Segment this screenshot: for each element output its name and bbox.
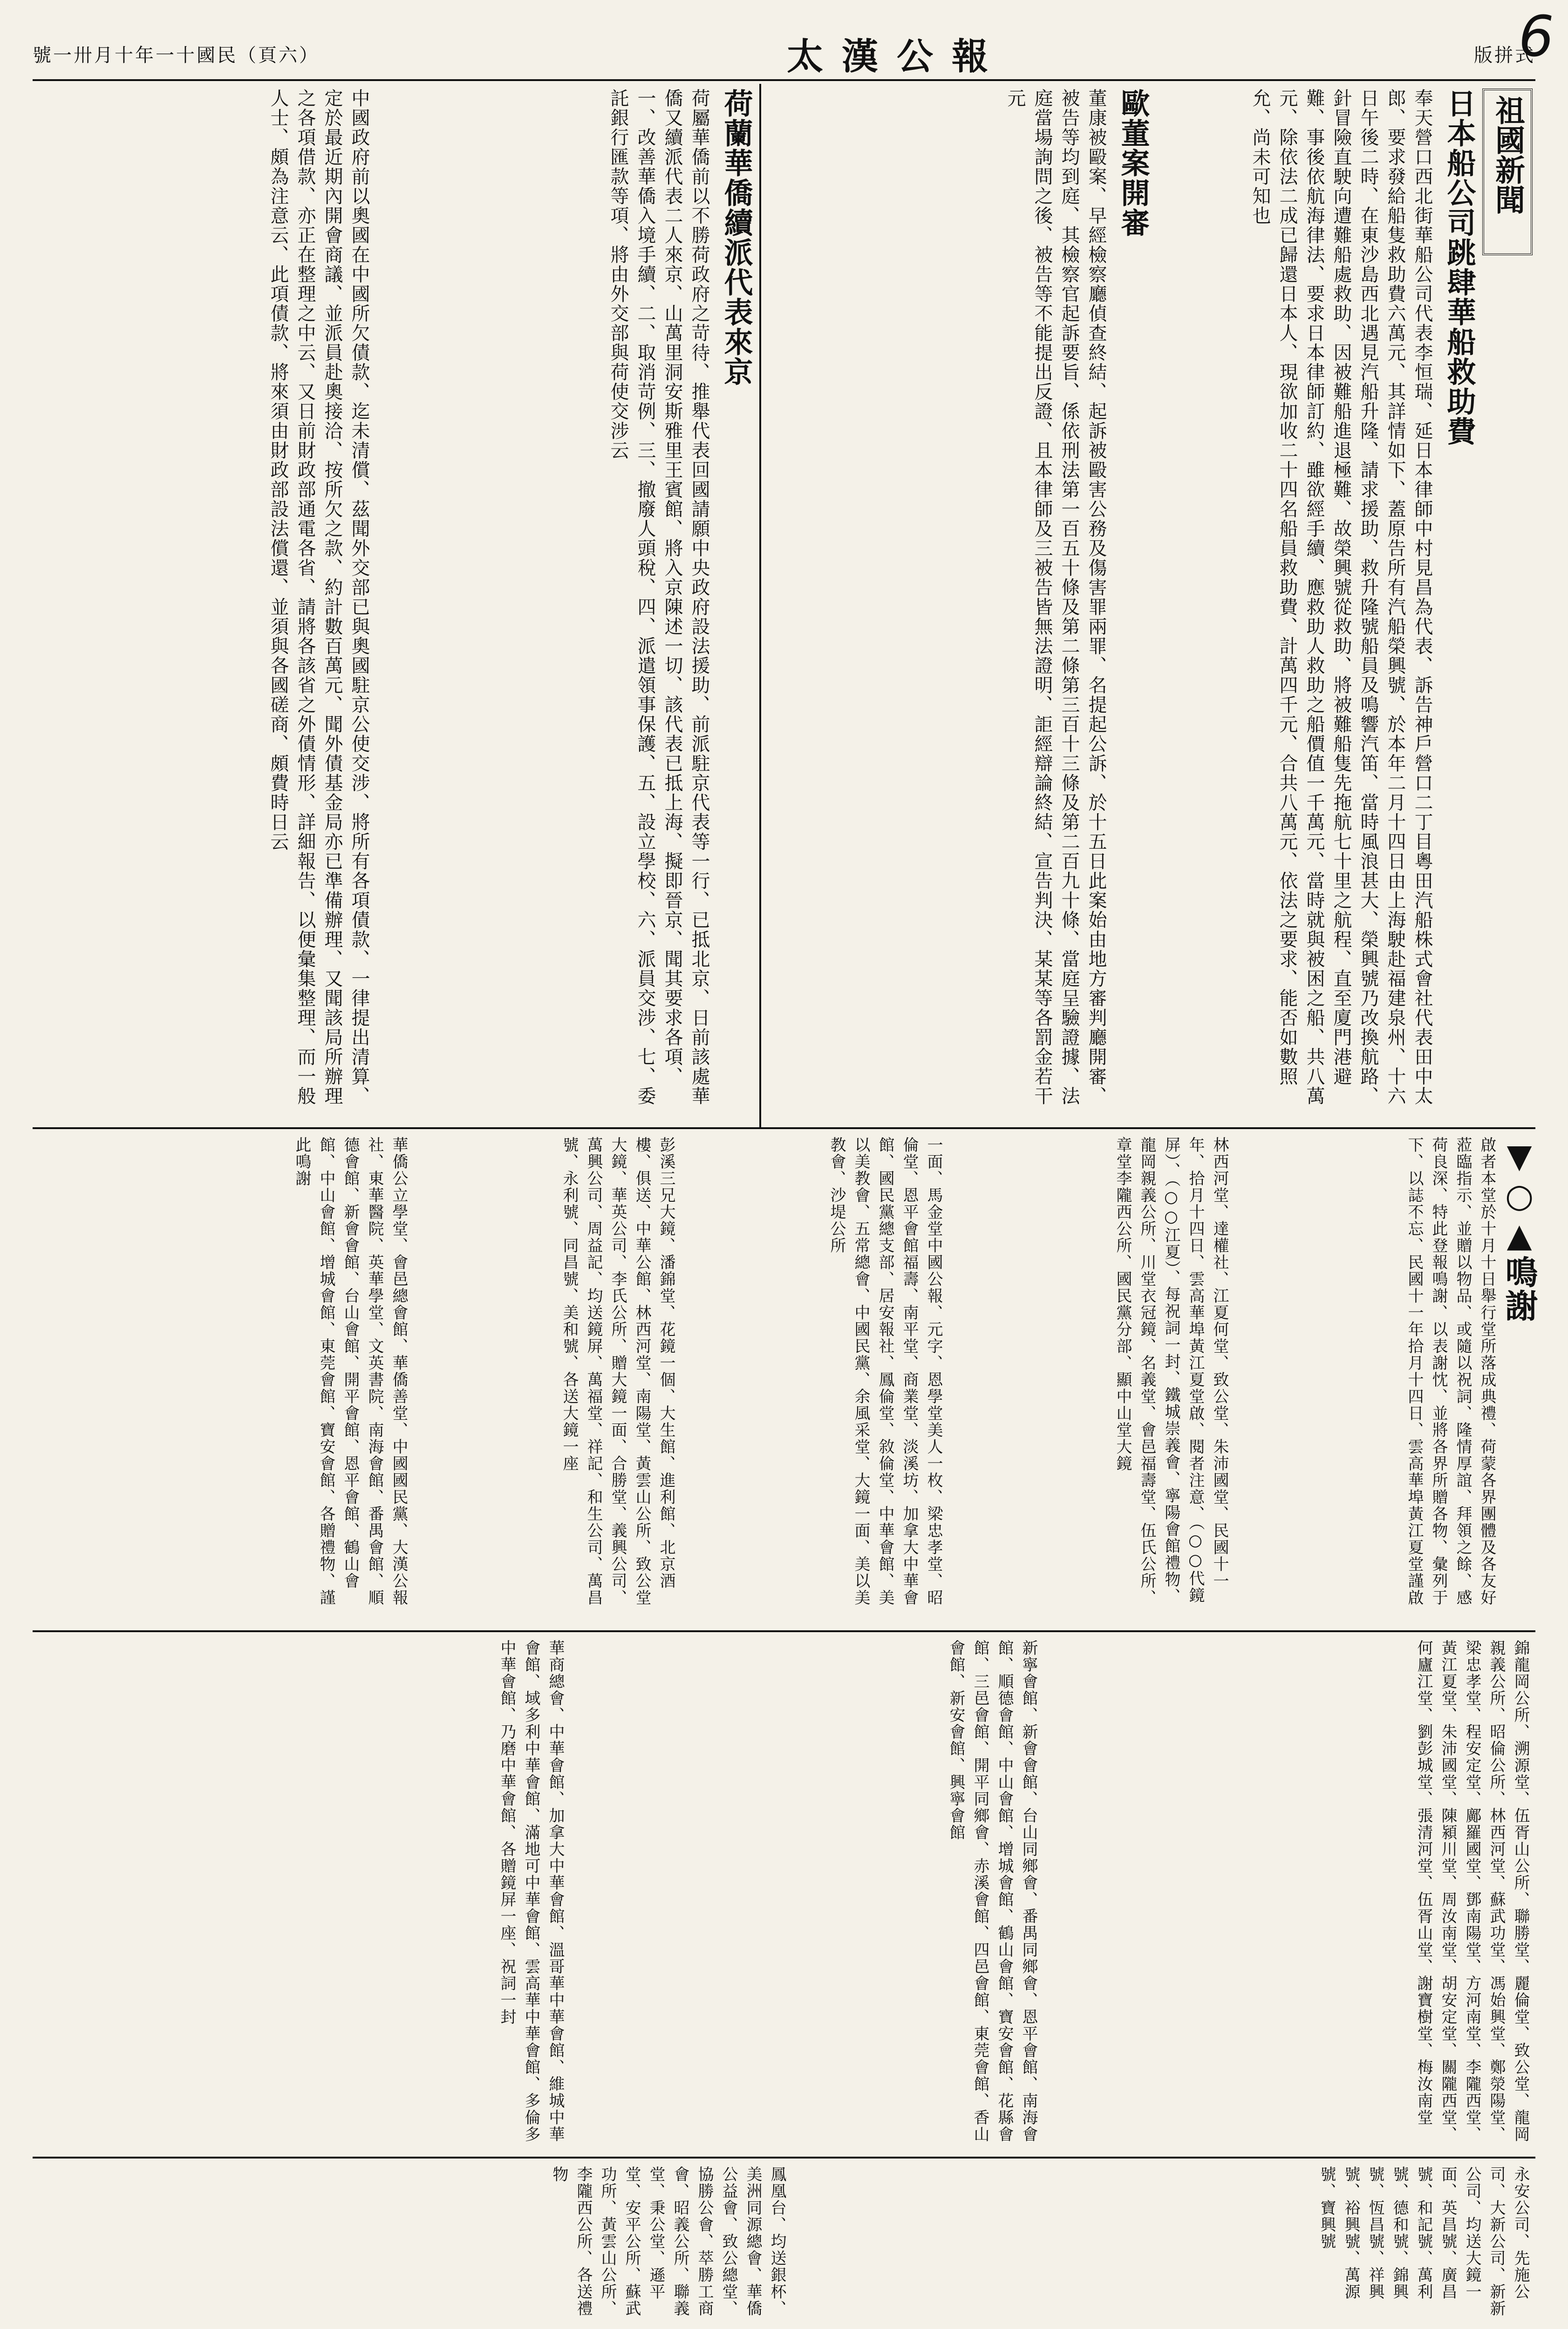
story3-body: 荷屬華僑前以不勝荷政府之苛待、推舉代表回國請願中央政府設法援助、前派駐京代表等一行、已抵北京、日前該處華僑又續派代表二人來京、山萬里洞安斯雅里王賓館、將入京陳述一切、該代表已抵上海、擬即晉京、聞其要求各項、一、改善華僑入境手續、二、取消苛例、三、撤廢人頭稅、四、派遣領事保護、五、設立學校、六、派員交涉、七、委託銀行匯款等項、將由外交部與荷使交涉云 — [607, 89, 710, 1106]
newspaper-page — [33, 5, 1554, 2329]
story1-body: 奉天營口西北街華船公司代表李恒瑞、延日本律師中村見昌為代表、訴告神戶營口二丁目粵田汽船株式會社代表田中太郎、要求發給船隻救助費六萬元、其詳情如下、蓋原告所有汽船榮興號、於本年二月十四日由上海駛赴福建泉州、十六日午後二時、在東沙島西北遇見汽船升隆、請求援助、救升隆號船員及鳴響汽笛、當時風浪甚大、榮興號乃改換航路、針冒險直駛向遭難船處救助、因被難船進退極難、故榮興號從救助、將被難船隻先拖航七十里之航程、直至廈門港避難、事後依航海律法、要求日本律師訂約、雖欲經手續、應救助人救助之船價值一千萬元、當時就與被困之船、共八萬元、除依法二成已歸還日本人、現欲加收二十四名船員救助費、計萬四千元、合共八萬元、依法之要求、能否如數照允、尚未可知也 — [1249, 89, 1433, 1106]
story1-headline: 日本船公司跳肆華船救助費 — [1442, 89, 1476, 446]
section-divider — [33, 1127, 1535, 1129]
donation-section1: 錦龍岡公所、溯源堂、伍胥山公所、聯勝堂、麗倫堂、致公堂、龍岡親義公所、昭倫公所、林西河堂、蘇武功堂、馮始興堂、鄭滎陽堂、梁忠孝堂、程安定堂、鄺羅國堂、鄧南陽堂、方河南堂、李隴西堂、黃江夏堂、朱沛國堂、陳潁川堂、周汝南堂、胡安定堂、關隴西堂、何廬江堂、劉彭城堂、張清河堂、伍胥山堂、謝寶樹堂、梅汝南堂 — [1414, 1640, 1530, 2143]
donation-section4: 永安公司、先施公司、大新公司、新新公司、均送大鏡一面、英昌號、廣昌號、和記號、萬利號、德和號、錦興號、恆昌號、祥興號、裕興號、萬源號、寶興號 — [1317, 2166, 1530, 2317]
notice-intro: 啟者本堂於十月十日舉行堂所落成典禮、荷蒙各界團體及各友好蒞臨指示、並贈以物品、或隨以祝詞、隆情厚誼、拜領之餘、感荷良深、特此登報鳴謝、以表謝忱、並將各界所贈各物、彙列于下、以誌不忘、民國十一年拾月十四日、雲高華埠黃江夏堂謹啟 — [1405, 1137, 1496, 1606]
notice-col3: 彭溪三兄大鏡、潘錦堂、花鏡一個、大生館、進利館、北京酒樓、俱送、中華公館、林西河堂、南陽堂、黃雲山公所、致公堂大鏡、華英公司、李氏公所、贈大鏡一面、合勝堂、義興公司、萬興公司、周益記、均送鏡屏、萬福堂、祥記、和生公司、萬昌號、永利號、同昌號、美和號、各送大鏡一座 — [560, 1137, 675, 1606]
section-label: 版拼式 — [1473, 44, 1535, 66]
section-divider — [33, 2157, 1535, 2159]
story2-headline: 歐董案開審 — [1116, 89, 1150, 238]
donation-section3: 華商總會、中華會館、加拿大中華會館、溫哥華中華會館、維城中華會館、域多利中華會館、滿地可中華會館、雲高華中華會館、多倫多中華會館、乃磨中華會館、各贈鏡屏一座、祝詞一封 — [498, 1640, 565, 2143]
date-line: 號一卅月十年一十國民（頁六） — [33, 44, 320, 66]
column-divider — [759, 84, 761, 1127]
news-section-title: 祖國新聞 — [1482, 89, 1533, 255]
story3-headline: 荷蘭華僑續派代表來京 — [719, 89, 753, 387]
thanks-notice — [37, 1137, 1539, 1626]
section-divider — [33, 1630, 1535, 1632]
donation-list-upper — [37, 1640, 1533, 2152]
story2-body: 董康被毆案、早經檢察廳偵查終結、起訴被毆害公務及傷害罪兩罪、名提起公訴、於十五日此案始由地方審判廳開審、被告等均到庭、其檢察官起訴要旨、係依刑法第一百五十條及第二條第三百十三條及第二百九十條、當庭呈驗證據、法庭當場詢問之後、被告等不能提出反證、且本律師及三被告皆無法證明、詎經辯論終結、宣告判決、某某等各罰金若干元 — [1004, 89, 1107, 1106]
news-area — [769, 89, 1533, 1123]
news-area-continued — [37, 89, 755, 1123]
notice-col2: 一面、馬金堂中國公報、元字、恩學堂美人一枚、梁忠孝堂、昭倫堂、恩平會館福壽、南平堂、商業堂、淡溪坊、加拿大中華會館、國民黨總支部、居安報社、鳳倫堂、敘倫堂、中華會館、美以美教會、五常總會、中國民黨、余風采堂、大鏡一面、美以美教會、沙堤公所 — [827, 1137, 943, 1606]
donation-section5: 鳳凰台、均送銀杯、美洲同源總會、華僑公益會、致公總堂、協勝公會、萃勝工商會、昭義公所、聯義堂、秉公堂、遜平堂、安平公所、蘇武功所、黃雲山公所、李隴西公所、各送禮物 — [550, 2166, 786, 2317]
masthead — [33, 28, 1535, 81]
notice-col4: 華僑公立學堂、會邑總會館、華僑善堂、中國國民黨、大漢公報社、東華醫院、英華學堂、文英書院、南海會館、番禺會館、順德會館、新會會館、台山會館、開平會館、恩平會館、鶴山會館、中山會館、增城會館、東莞會館、寶安會館、各贈禮物、謹此鳴謝 — [293, 1137, 408, 1606]
donation-list-lower — [37, 2166, 1533, 2329]
paper-title: 太漢公報 — [786, 35, 1007, 78]
story4-body: 中國政府前以奧國在中國所欠債款、迄未清償、茲聞外交部已與奧國駐京公使交涉、將所有各項債款、一律提出清算、定於最近期內開會商議、並派員赴奧接洽、按所欠之款、約計數百萬元、聞外債基金局亦已準備辦理、又聞該局所辦理之各項借款、亦正在整理之中云、又日前財政部通電各省、請將各該省之外債情形、詳細報告、以便彙集整理、而一般人士、頗為注意云、此項債款、將來須由財政部設法償還、並須與各國磋商、頗費時日云 — [267, 89, 370, 1106]
donation-section2: 新寧會館、新會會館、台山同鄉會、番禺同鄉會、恩平會館、南海會館、順德會館、中山會館、增城會館、鶴山會館、寶安會館、花縣會館、三邑會館、開平同鄉會、赤溪會館、四邑會館、東莞會館、香山會館、新安會館、興寧會館 — [947, 1640, 1038, 2143]
notice-col1: 林西河堂、達權社、江夏何堂、致公堂、朱沛國堂、民國十一年、拾月十四日、雲高華埠黃江夏堂啟、閱者注意、（○○代鏡屏）、（○○江夏）、每祝詞一封、鐵城崇義會、寧陽會館禮物、龍岡親義公所、川堂衣冠鏡、名義堂、會邑福壽堂、伍氏公所、章堂李隴西公所、國民黨分部、顯中山堂大鏡 — [1113, 1137, 1229, 1606]
notice-title: ▼○▲鳴謝 — [1500, 1137, 1539, 1322]
page-number-mark: 6 — [1518, 5, 1554, 69]
